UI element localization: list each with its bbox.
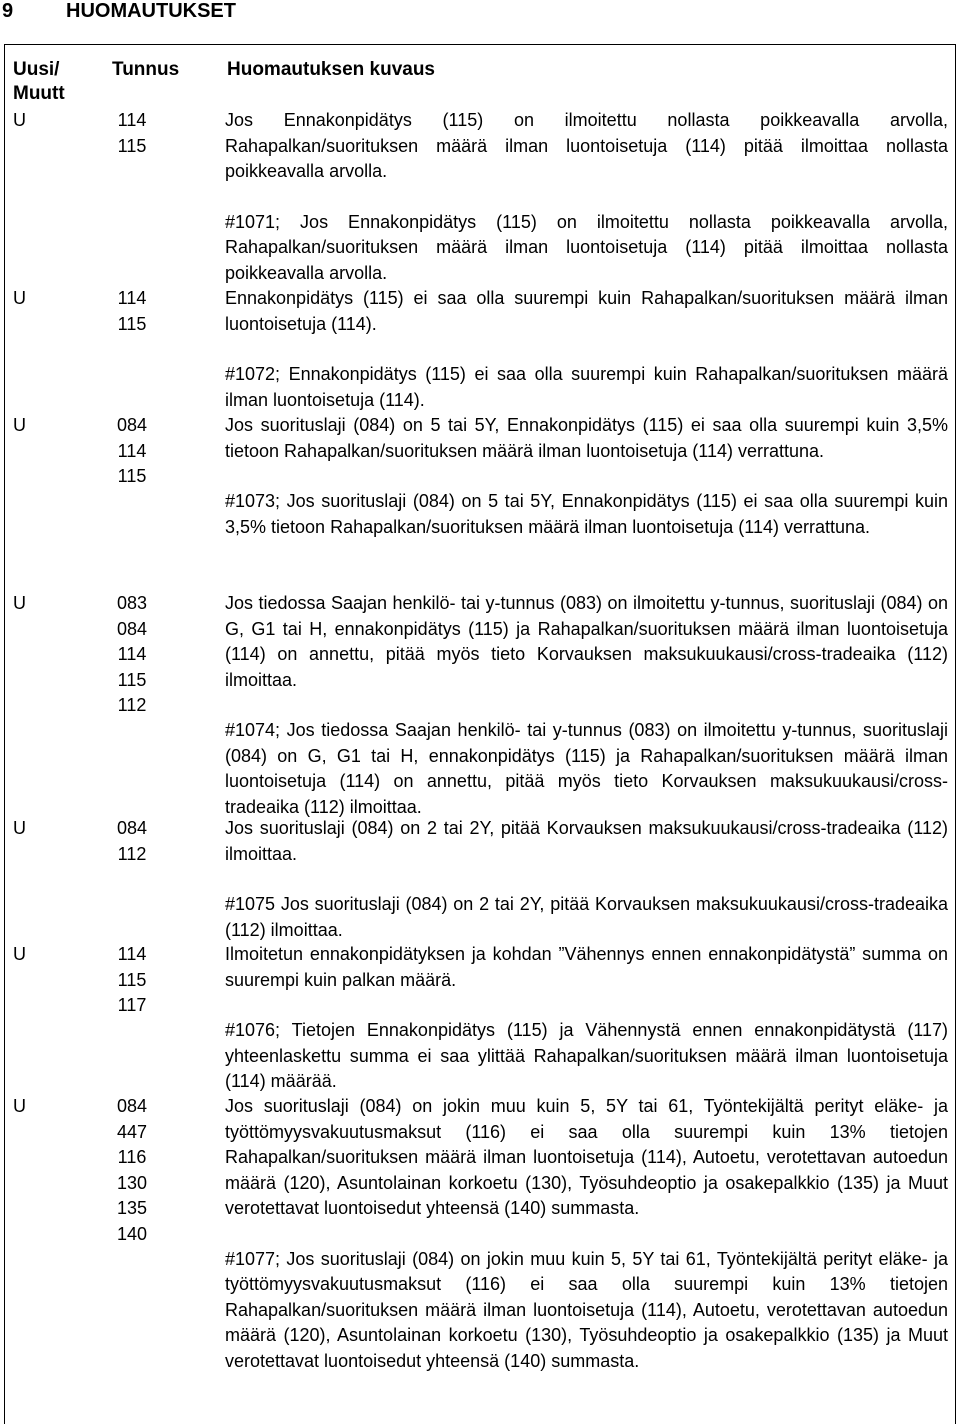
row-description-cell [225, 816, 948, 943]
row-codes [112, 942, 152, 1019]
row-code: 112 [117, 843, 147, 864]
row-error-message: #1076; Tietojen Ennakonpidätys (115) ja Vähennystä ennen ennakonpidätystä (117) yhteenlaskettu summa ei saa ylittää Rahapalkan/suorituksen määrä ilman luontoisetuja (114) määrää. [225, 1020, 948, 1091]
row-status: U [13, 288, 26, 308]
header-code: Tunnus [112, 59, 180, 80]
section-number: 9 [2, 0, 14, 22]
row-description-cell [225, 286, 948, 413]
row-code: 084 [116, 818, 148, 838]
row-code: 447 [116, 1121, 148, 1142]
row-code: 135 [116, 1198, 148, 1218]
row-codes [112, 413, 152, 490]
row-codes [112, 286, 152, 337]
row-code: 084 [116, 415, 148, 435]
row-code: 117 [117, 995, 147, 1015]
header-description: Huomautuksen kuvaus [227, 59, 435, 80]
row-code: 115 [117, 669, 147, 690]
row-description: Jos Ennakonpidätys (115) on ilmoitettu nollasta poikkeavalla arvolla, Rahapalkan/suorituksen määrä ilman luontoisetuja (114) pitää ilmoittaa nollasta poikkeavalla arvolla. [225, 110, 948, 181]
row-status: U [13, 818, 26, 838]
row-description-cell [225, 413, 948, 540]
row-code: 115 [117, 313, 147, 334]
row-code: 112 [117, 695, 147, 715]
row-code: 140 [116, 1223, 148, 1244]
row-status: U [13, 1096, 26, 1116]
row-status: U [13, 110, 26, 130]
row-description-cell [225, 1094, 948, 1374]
row-code: 115 [117, 969, 147, 990]
row-error-message: #1077; Jos suorituslaji (084) on jokin muu kuin 5, 5Y tai 61, Työntekijältä perityt eläke- ja työttömyysvakuutusmaksut (116) ei saa olla suurempi kuin 13% tietojen Rahapalkan/suorituksen määrä ilman luontoisetuja (114), Autoetu, verotettavan autoedun määrä (120), Asuntolainan korkoetu (130), Työsuhdeoptio ja osakepalkkio (135) ja Muut verotettavat luontoisedut yhteensä (140) summasta. [225, 1248, 948, 1371]
row-code: 115 [117, 135, 147, 156]
row-description: Jos suorituslaji (084) on 2 tai 2Y, pitää Korvauksen maksukuukausi/cross-tradeaika (112) ilmoittaa. [225, 818, 948, 864]
row-description: Jos suorituslaji (084) on jokin muu kuin 5, 5Y tai 61, Työntekijältä perityt eläke- ja työttömyysvakuutusmaksut (116) ei saa olla suurempi kuin 13% tietojen Rahapalkan/suorituksen määrä ilman luontoisetuja (114), Autoetu, verotettavan autoedun määrä (120), Asuntolainan korkoetu (130), Työsuhdeoptio ja osakepalkkio (135) ja Muut verotettavat luontoisedut yhteensä (140) summasta. [225, 1096, 948, 1218]
section-heading [0, 0, 236, 22]
row-code: 115 [117, 466, 147, 486]
row-error-message: #1071; Jos Ennakonpidätys (115) on ilmoitettu nollasta poikkeavalla arvolla, Rahapalkan/suorituksen määrä ilman luontoisetuja (114) pitää ilmoittaa nollasta poikkeavalla arvolla. [225, 211, 948, 283]
row-code: 084 [116, 618, 148, 639]
row-status: U [13, 415, 26, 435]
row-code: 116 [117, 1147, 147, 1167]
row-code: 114 [117, 944, 147, 964]
row-codes [112, 816, 152, 867]
row-error-message: #1075 Jos suorituslaji (084) on 2 tai 2Y, pitää Korvauksen maksukuukausi/cross-tradeaika (112) ilmoittaa. [225, 894, 948, 940]
row-code: 114 [117, 288, 147, 308]
row-code: 114 [117, 110, 147, 130]
row-error-message: #1072; Ennakonpidätys (115) ei saa olla suurempi kuin Rahapalkan/suorituksen määrä ilman luontoisetuja (114). [225, 364, 948, 410]
header-new-changed: Uusi/ Muutt [13, 59, 65, 104]
row-code: 083 [116, 593, 148, 613]
row-codes [112, 591, 152, 719]
row-description-cell [225, 108, 948, 286]
row-description: Jos tiedossa Saajan henkilö- tai y-tunnus (083) on ilmoitettu y-tunnus, suorituslaji (084) on G, G1 tai H, ennakonpidätys (115) ja Rahapalkan/suorituksen määrä ilman luontoisetuja (114) on annettu, pitää myös tieto Korvauksen maksukuukausi/cross-tradeaika (112) ilmoittaa. [225, 593, 948, 690]
row-description-cell [225, 942, 948, 1095]
row-code: 130 [116, 1172, 148, 1193]
row-error-message: #1074; Jos tiedossa Saajan henkilö- tai y-tunnus (083) on ilmoitettu y-tunnus, suorituslaji (084) on G, G1 tai H, ennakonpidätys (115) ja Rahapalkan/suorituksen määrä ilman luontoisetuja (114) on annettu, pitää myös tieto Korvauksen maksukuukausi/cross-tradeaika (112) ilmoittaa. [225, 720, 948, 817]
row-codes [112, 108, 152, 159]
section-title: HUOMAUTUKSET [66, 0, 236, 22]
row-status: U [13, 944, 26, 964]
row-description-cell [225, 591, 948, 820]
row-codes [112, 1094, 152, 1247]
row-code: 114 [117, 440, 147, 461]
row-description: Jos suorituslaji (084) on 5 tai 5Y, Ennakonpidätys (115) ei saa olla suurempi kuin 3,5% tietoon Rahapalkan/suorituksen määrä ilman luontoisetuja (114) verrattuna. [225, 415, 948, 461]
row-code: 114 [117, 644, 147, 664]
row-description: Ilmoitetun ennakonpidätyksen ja kohdan ”Vähennys ennen ennakonpidätystä” summa on suurempi kuin palkan määrä. [225, 944, 948, 990]
row-code: 084 [116, 1096, 148, 1116]
row-status: U [13, 593, 26, 613]
row-description: Ennakonpidätys (115) ei saa olla suurempi kuin Rahapalkan/suorituksen määrä ilman luontoisetuja (114). [225, 288, 948, 334]
row-error-message: #1073; Jos suorituslaji (084) on 5 tai 5Y, Ennakonpidätys (115) ei saa olla suurempi kuin 3,5% tietoon Rahapalkan/suorituksen määrä ilman luontoisetuja (114) verrattuna. [225, 491, 948, 537]
